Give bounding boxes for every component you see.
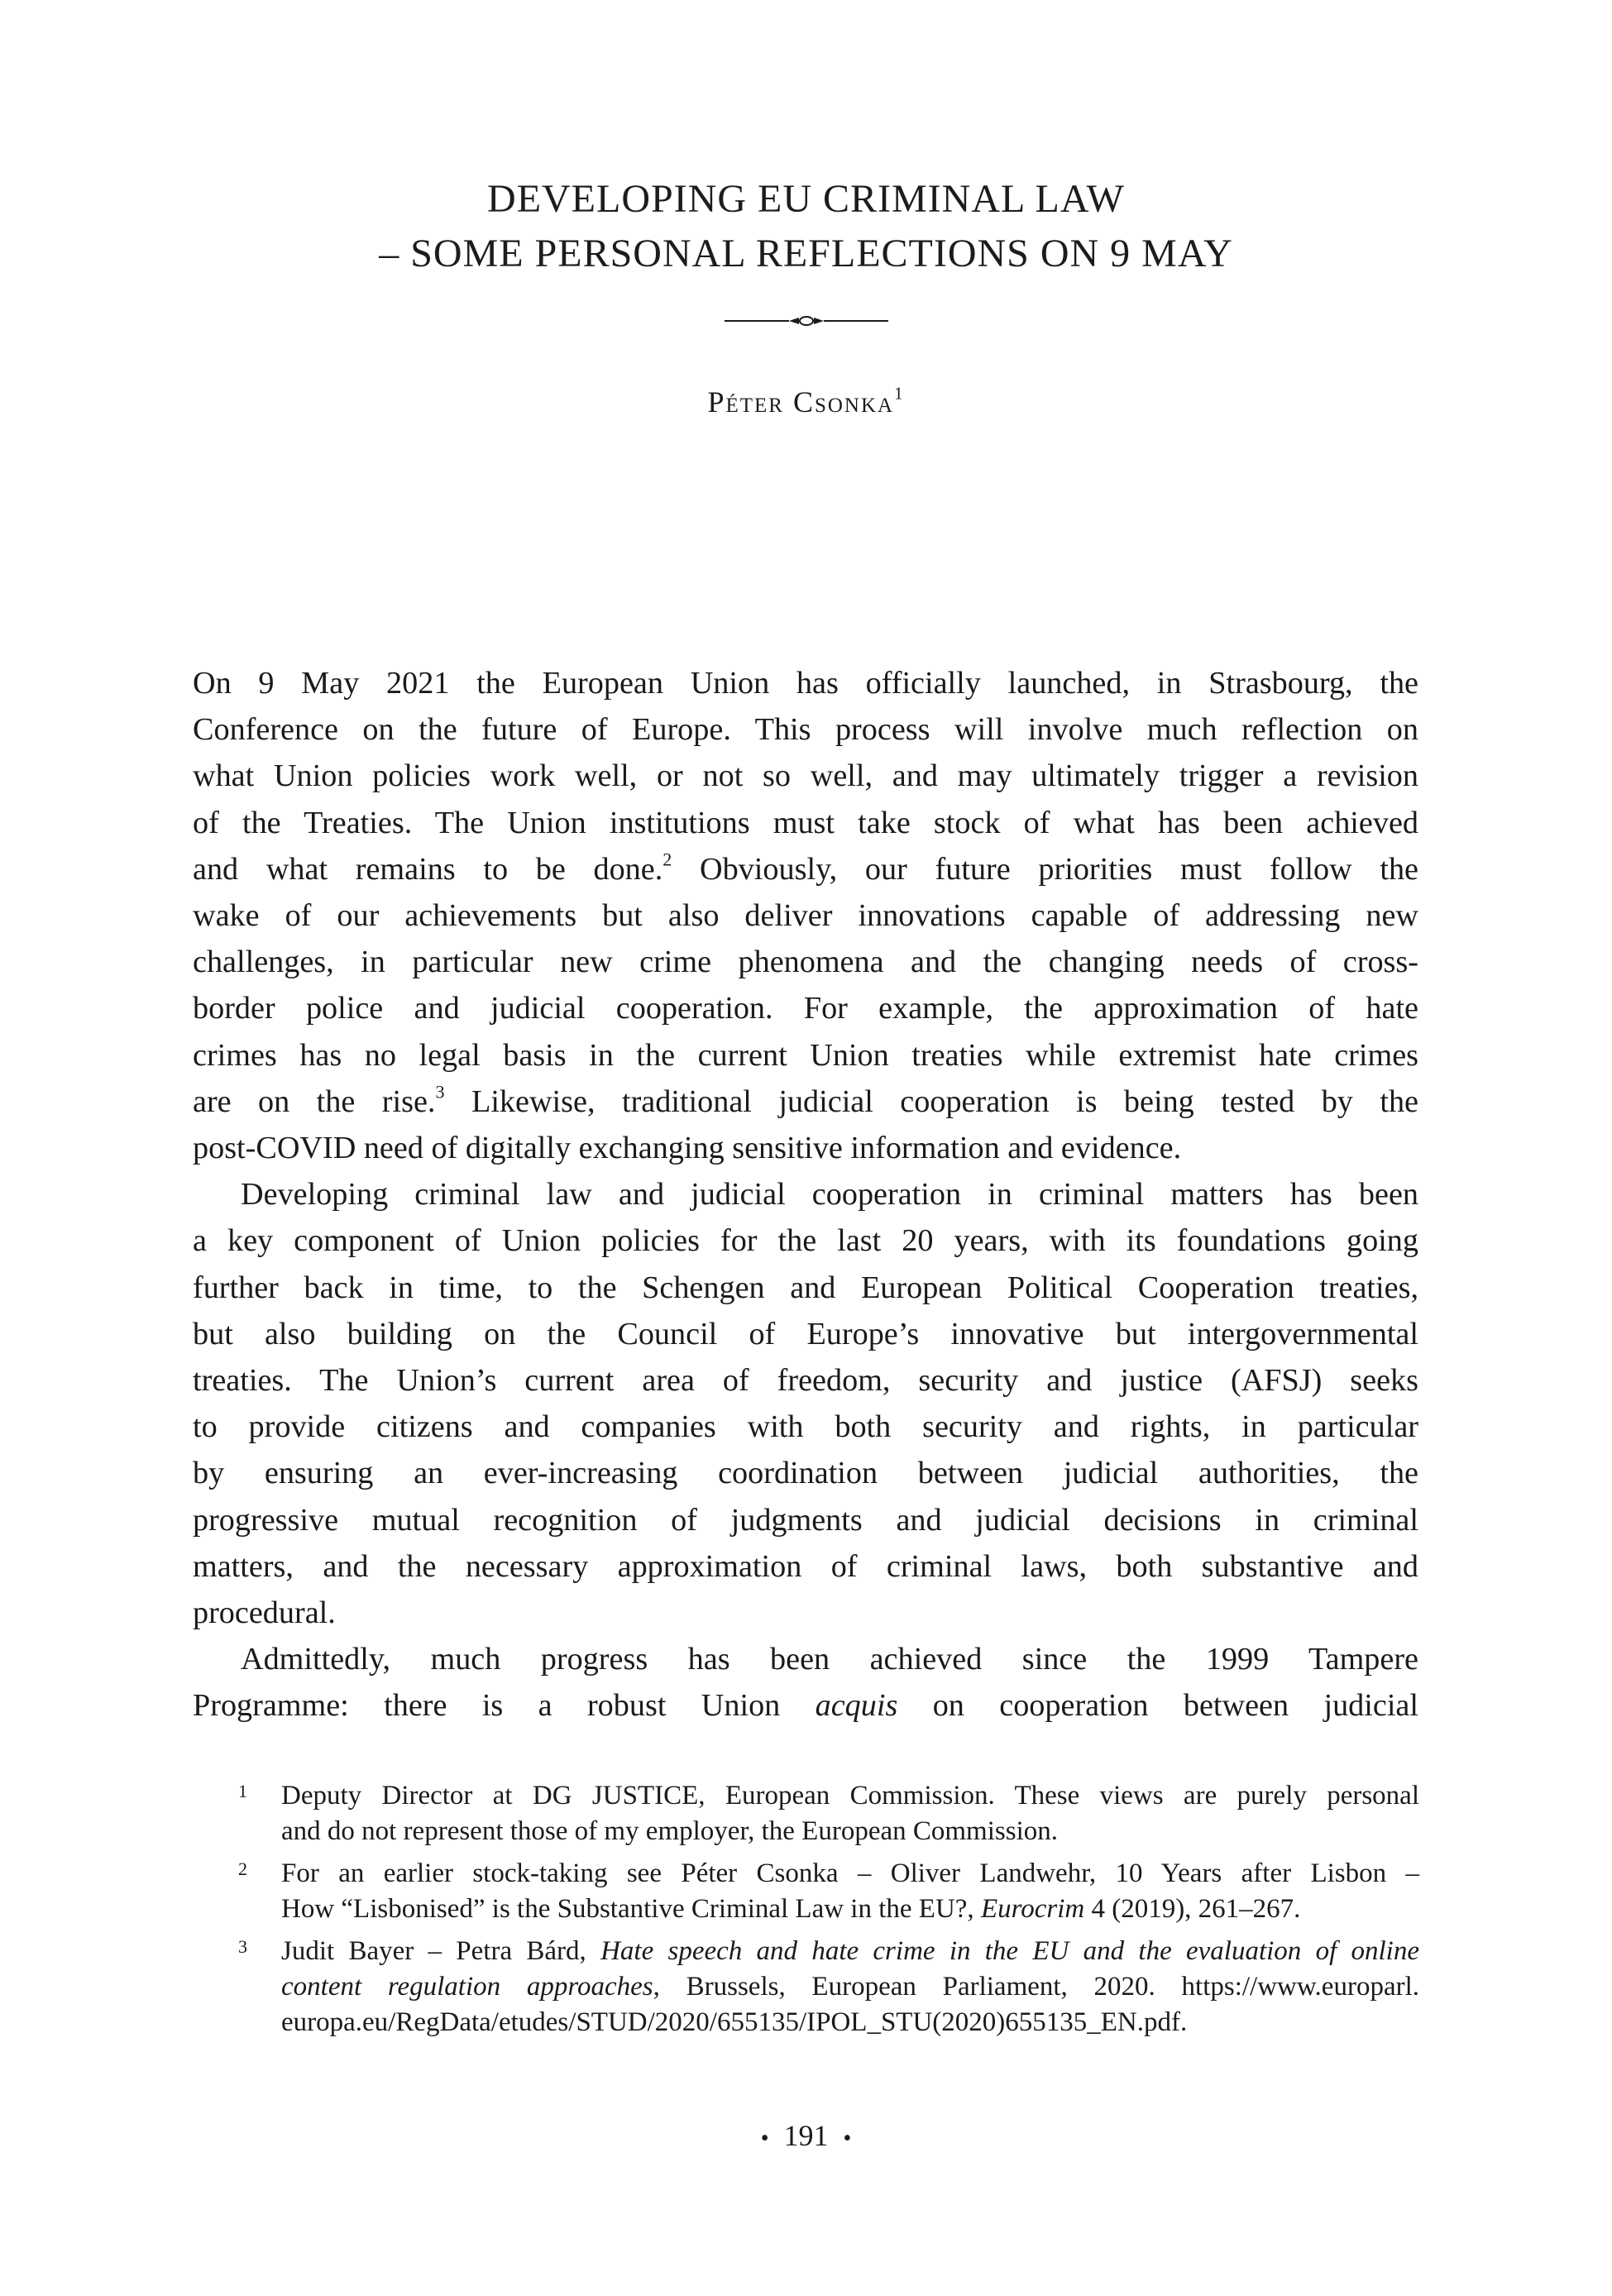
text-line: crimes has no legal basis in the current Union treaties while extremist hate crimes — [193, 1037, 1418, 1073]
body-text — [193, 660, 1418, 1729]
footnote-2 — [237, 1856, 1419, 1927]
footnote-line — [281, 1969, 1419, 2005]
text-span: How “Lisbonised” is the Substantive Criminal Law in the EU?, — [281, 1894, 981, 1924]
footnote-url[interactable]: europa.eu/RegData/etudes/STUD/2020/655135/IPOL_STU(2020)655135_EN.pdf. — [281, 2007, 1188, 2037]
text-span: Likewise, traditional judicial cooperation is being tested by the — [444, 1083, 1418, 1119]
text-span: and what remains to be done. — [193, 851, 663, 887]
text-line: border police and judicial cooperation. For example, the approximation of hate — [193, 991, 1418, 1026]
footnote-3 — [237, 1934, 1419, 2040]
footnote-ref-2[interactable]: 2 — [662, 849, 672, 870]
italic-title: Hate speech and hate crime in the EU and the evaluation of online — [600, 1936, 1419, 1966]
text-line: matters, and the necessary approximation of criminal laws, both substantive and — [193, 1548, 1418, 1584]
text-span: Obviously, our future priorities must follow the — [672, 851, 1418, 887]
footnote-number: 2 — [238, 1858, 247, 1879]
footnote-line: For an earlier stock-taking see Péter Csonka – Oliver Landwehr, 10 Years after Lisbon – — [281, 1858, 1419, 1888]
text-span: Programme: there is a robust Union — [193, 1688, 816, 1724]
author-byline — [0, 382, 1612, 422]
text-line: wake of our achievements but also deliver innovations capable of addressing new — [193, 898, 1418, 934]
text-line: progressive mutual recognition of judgments and judicial decisions in criminal — [193, 1502, 1418, 1538]
footnote-line: and do not represent those of my employer, the European Commission. — [281, 1816, 1058, 1846]
text-line: challenges, in particular new crime phenomena and the changing needs of cross- — [193, 945, 1418, 980]
page-number-value: 191 — [783, 2119, 829, 2152]
text-line — [193, 846, 1418, 892]
footnote-ref-3[interactable]: 3 — [435, 1081, 445, 1103]
footnote-line — [281, 1934, 1419, 1969]
text-line: further back in time, to the Schengen and European Political Cooperation treaties, — [193, 1270, 1418, 1305]
paragraph-3 — [193, 1636, 1418, 1729]
bullet-icon: • — [843, 2126, 852, 2151]
paragraph-2 — [193, 1171, 1418, 1636]
text-span: Judit Bayer – Petra Bárd, — [281, 1936, 601, 1966]
text-line: to provide citizens and companies with both security and rights, in particular — [193, 1409, 1418, 1445]
chapter-title — [0, 172, 1612, 281]
footnote-number: 3 — [238, 1936, 247, 1957]
footnote-line: Deputy Director at DG JUSTICE, European Commission. These views are purely personal — [281, 1781, 1419, 1810]
italic-term: acquis — [815, 1688, 898, 1724]
text-line: post-COVID need of digitally exchanging sensitive information and evidence. — [193, 1131, 1182, 1166]
footnote-number: 1 — [238, 1781, 247, 1801]
footnotes — [237, 1778, 1419, 2047]
author-name: Péter Csonka — [707, 385, 895, 419]
text-line — [193, 1682, 1418, 1729]
ornamental-divider-icon — [725, 311, 888, 331]
text-span: 4 (2019), 261–267. — [1084, 1894, 1301, 1924]
text-line: by ensuring an ever-increasing coordination between judicial authorities, the — [193, 1456, 1418, 1491]
text-line: procedural. — [193, 1595, 336, 1631]
text-line: what Union policies work well, or not so well, and may ultimately trigger a revision — [193, 758, 1418, 794]
author-footnote-ref[interactable]: 1 — [894, 383, 905, 404]
text-line: of the Treaties. The Union institutions must take stock of what has been achieved — [193, 805, 1418, 840]
text-span: , Brussels, European Parliament, 2020. https://www.europarl. — [653, 1972, 1420, 2002]
page-number — [0, 2116, 1612, 2159]
footnote-line — [281, 1892, 1419, 1927]
text-line: a key component of Union policies for the last 20 years, with its foundations going — [193, 1223, 1418, 1259]
bullet-icon: • — [760, 2126, 769, 2151]
text-span: on cooperation between judicial — [897, 1688, 1418, 1724]
text-line: On 9 May 2021 the European Union has officially launched, in Strasbourg, the — [193, 666, 1418, 701]
text-span: are on the rise. — [193, 1083, 436, 1119]
chapter-title-line-2: – SOME PERSONAL REFLECTIONS ON 9 MAY — [379, 232, 1233, 275]
text-line: but also building on the Council of Europe’s innovative but intergovernmental — [193, 1316, 1418, 1351]
italic-title: content regulation approaches — [281, 1972, 653, 2002]
text-line: Developing criminal law and judicial cooperation in criminal matters has been — [241, 1177, 1418, 1213]
italic-journal: Eurocrim — [980, 1894, 1085, 1924]
footnote-1 — [237, 1778, 1419, 1849]
text-line — [193, 1079, 1418, 1125]
chapter-title-line-1: DEVELOPING EU CRIMINAL LAW — [487, 177, 1125, 221]
text-line: Conference on the future of Europe. This process will involve much reflection on — [193, 712, 1418, 748]
text-line: Admittedly, much progress has been achieved since the 1999 Tampere — [241, 1642, 1418, 1677]
text-line: treaties. The Union’s current area of freedom, security and justice (AFSJ) seeks — [193, 1363, 1418, 1399]
paragraph-1 — [193, 660, 1418, 1171]
